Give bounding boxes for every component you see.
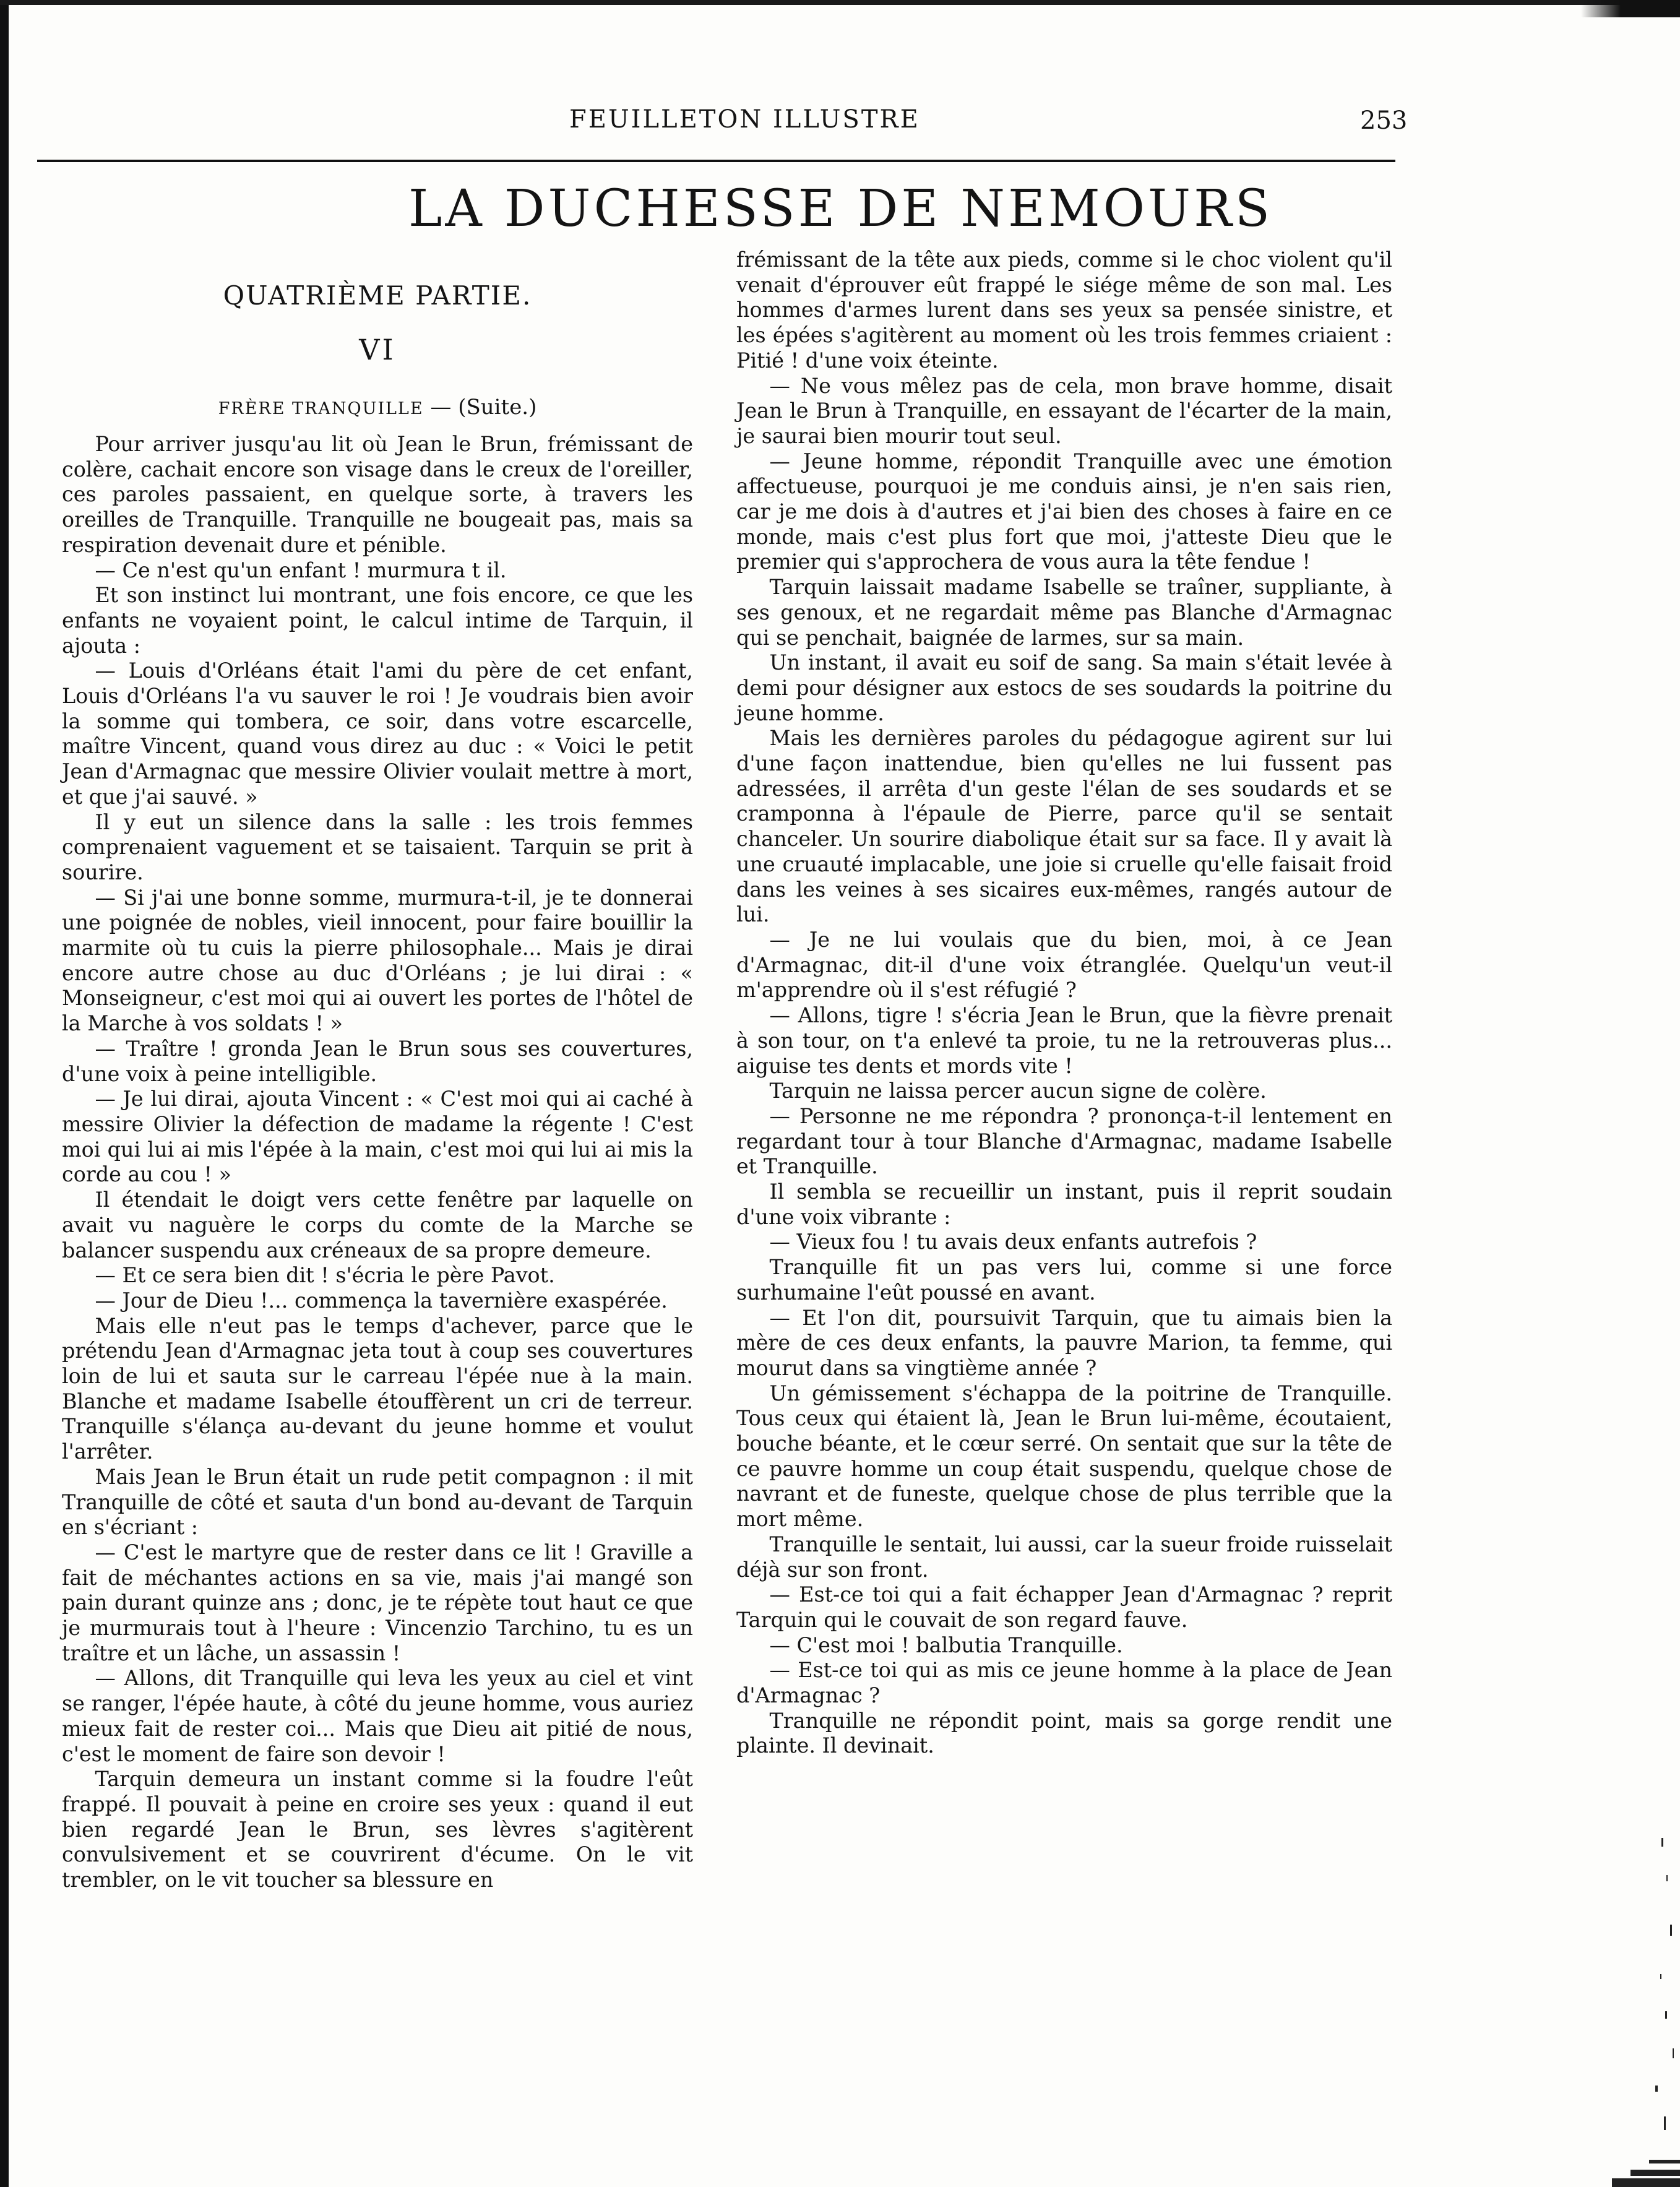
left-paragraph: Mais elle n'eut pas le temps d'achever, parce que le prétendu Jean d'Armagnac jeta tout à coup ses couvertures loin de lui et sauta sur le carreau l'épée nue à la main. Blanche et madame Isabelle étouffèrent un cri de terreur. Tranquille s'élança au-devant du jeune homme et voulut l'arrêter. [62,1313,693,1464]
left-paragraph: — Jour de Dieu !... commença la tavernière exaspérée. [95,1288,668,1313]
right-paragraph: — C'est moi ! balbutia Tranquille. [769,1633,1123,1657]
left-paragraph: — C'est le martyre que de rester dans ce lit ! Graville a fait de méchantes actions en sa vie, mais j'ai mangé son pain durant quinze ans ; donc, je te répète tout haut ce que je murmurais tout à l'heure : Vincenzio Tarchino, tu es un traître et un lâche, un assassin ! [62,1540,693,1665]
left-paragraph: — Je lui dirai, ajouta Vincent : « C'est moi qui ai caché à messire Olivier la défection de madame la régente ! C'est moi qui lui ai mis l'épée à la main, c'est moi qui lui ai mis la corde au cou ! » [62,1087,693,1187]
part-title: QUATRIÈME PARTIE. [223,280,532,311]
left-paragraph: — Ce n'est qu'un enfant ! murmura t il. [95,558,507,582]
left-column-text [62,432,693,1893]
top-border-rule [0,0,1680,5]
right-paragraph: Tranquille fit un pas vers lui, comme si une force surhumaine l'eût poussé en avant. [736,1255,1392,1305]
right-column-text [736,248,1392,1759]
right-column [736,248,1392,1759]
right-paragraph: — Je ne lui voulais que du bien, moi, à ce Jean d'Armagnac, dit-il d'une voix étranglée. Quelqu'un veut-il m'apprendre où il s'est réfugié ? [736,927,1392,1003]
right-paragraph: Tranquille ne répondit point, mais sa gorge rendit une plainte. Il devinait. [736,1708,1392,1758]
left-border-rule [0,0,9,2187]
right-paragraph: Un instant, il avait eu soif de sang. Sa main s'était levée à demi pour désigner aux estocs de ses soudards la poitrine du jeune homme. [736,650,1392,725]
left-paragraph: Il étendait le doigt vers cette fenêtre par laquelle on avait vu naguère le corps du comte de la Marche se balancer suspendu aux créneaux de sa propre demeure. [62,1188,693,1262]
chapter-number: VI [359,333,396,366]
right-paragraph: Mais les dernières paroles du pédagogue agirent sur lui d'une façon inattendue, bien qu'elles ne lui fussent pas adressées, il arrêta d'un geste l'élan de ses soudards et se cramponna à l'épaule de Pierre, parce qu'il se sentait chanceler. Un sourire diabolique était sur sa face. Il y avait là une cruauté implacable, une joie si cruelle qu'elle faisait froid dans les veines à ses sicaires eux-mêmes, rangés autour de lui. [736,726,1392,927]
right-paragraph: — Ne vous mêlez pas de cela, mon brave homme, disait Jean le Brun à Tranquille, en essayant de l'écarter de la main, je saurai bien mourir tout seul. [736,373,1392,448]
chapter-title [62,395,693,420]
left-paragraph: — Et ce sera bien dit ! s'écria le père Pavot. [95,1263,555,1288]
right-paragraph: Tarquin laissait madame Isabelle se traîner, suppliante, à ses genoux, et ne regardait même pas Blanche d'Armagnac qui se penchait, baignée de larmes, sur sa main. [736,575,1392,650]
left-paragraph: Pour arriver jusqu'au lit où Jean le Brun, frémissant de colère, cachait encore son visage dans le creux de l'oreiller, ces paroles passaient, en quelque sorte, à travers les oreilles de Tranquille. Tranquille ne bougeait pas, mais sa respiration devenait dure et pénible. [62,432,693,557]
right-paragraph: — Vieux fou ! tu avais deux enfants autrefois ? [769,1230,1257,1254]
left-paragraph: — Allons, dit Tranquille qui leva les yeux au ciel et vint se ranger, l'épée haute, à côté du jeune homme, vous auriez mieux fait de rester coi... Mais que Dieu ait pitié de nous, c'est le moment de faire son devoir ! [62,1666,693,1766]
chapter-title-caps: FRÈRE TRANQUILLE [218,399,424,418]
top-border-smudge [1581,0,1680,17]
right-paragraph: frémissant de la tête aux pieds, comme si le choc violent qu'il venait d'éprouver eût frappé le siége même de son mal. Les hommes d'armes lurent dans ses yeux sa pensée sinistre, et les épées s'agitèrent au moment où les trois femmes criaient : Pitié ! d'une voix éteinte. [736,248,1392,373]
header-rule [37,160,1395,162]
right-paragraph: Un gémissement s'échappa de la poitrine de Tranquille. Tous ceux qui étaient là, Jean le Brun lui-même, écoutaient, bouche béante, et le cœur serré. On sentait que sur la tête de ce pauvre homme un coup était suspendu, quelque chose de navrant et de funeste, quelque chose de plus terrible que la mort même. [736,1381,1392,1532]
right-paragraph: — Est-ce toi qui as mis ce jeune homme à la place de Jean d'Armagnac ? [736,1658,1392,1708]
page-number: 253 [1360,106,1408,135]
right-paragraph: Tranquille le sentait, lui aussi, car la sueur froide ruisselait déjà sur son front. [736,1532,1392,1582]
chapter-title-suite: — (Suite.) [430,395,537,420]
left-paragraph: Et son instinct lui montrant, une fois encore, ce que les enfants ne voyaient point, le calcul intime de Tarquin, il ajouta : [62,583,693,658]
article-title: LA DUCHESSE DE NEMOURS [408,179,1273,238]
scan-specks [1587,1826,1680,2187]
right-paragraph: — Personne ne me répondra ? prononça-t-il lentement en regardant tour à tour Blanche d'Armagnac, madame Isabelle et Tranquille. [736,1103,1392,1179]
left-column [62,269,693,1893]
right-paragraph: Il sembla se recueillir un instant, puis il reprit soudain d'une voix vibrante : [736,1180,1392,1229]
right-paragraph: — Et l'on dit, poursuivit Tarquin, que tu aimais bien la mère de ces deux enfants, la pauvre Marion, ta femme, qui mourut dans sa vingtième année ? [736,1305,1392,1380]
right-paragraph: Tarquin ne laissa percer aucun signe de colère. [769,1079,1267,1103]
left-paragraph: Mais Jean le Brun était un rude petit compagnon : il mit Tranquille de côté et sauta d'un bond au-devant de Tarquin en s'écriant : [62,1464,693,1540]
left-paragraph: Il y eut un silence dans la salle : les trois femmes comprenaient vaguement et se taisaient. Tarquin se prit à sourire. [62,809,693,884]
left-paragraph: Tarquin demeura un instant comme si la foudre l'eût frappé. Il pouvait à peine en croire ses yeux : quand il eut bien regardé Jean le Brun, ses lèvres s'agitèrent convulsivement et se couvrirent d'écume. On le vit trembler, on le vit toucher sa blessure en [62,1767,693,1892]
right-paragraph: — Jeune homme, répondit Tranquille avec une émotion affectueuse, pourquoi je me conduis ainsi, je n'en sais rien, car je me dois à d'autres et j'ai bien des choses à faire en ce monde, mais c'est plus fort que moi, j'atteste Dieu que le premier qui s'approchera de vous aura la tête fendue ! [736,449,1392,574]
right-paragraph: — Allons, tigre ! s'écria Jean le Brun, que la fièvre prenait à son tour, on t'a enlevé ta proie, tu ne la retrouveras plus... aiguise tes dents et mords vite ! [736,1003,1392,1078]
left-paragraph: — Louis d'Orléans était l'ami du père de cet enfant, Louis d'Orléans l'a vu sauver le roi ! Je voudrais bien avoir la somme qui tombera, ce soir, dans votre escarcelle, maître Vincent, quand vous direz au duc : « Voici le petit Jean d'Armagnac que messire Olivier voulait mettre à mort, et que j'ai sauvé. » [62,658,693,809]
left-paragraph: — Si j'ai une bonne somme, murmura-t-il, je te donnerai une poignée de nobles, vieil innocent, pour faire bouillir la marmite où tu cuis la pierre philosophale... Mais je dirai encore autre chose au duc d'Orléans ; je lui dirai : « Monseigneur, c'est moi qui ai ouvert les portes de l'hôtel de la Marche à vos soldats ! » [62,885,693,1036]
running-head: FEUILLETON ILLUSTRE [569,105,920,134]
left-paragraph: — Traître ! gronda Jean le Brun sous ses couvertures, d'une voix à peine intelligible. [62,1036,693,1086]
right-paragraph: — Est-ce toi qui a fait échapper Jean d'Armagnac ? reprit Tarquin qui le couvait de son regard fauve. [736,1582,1392,1632]
